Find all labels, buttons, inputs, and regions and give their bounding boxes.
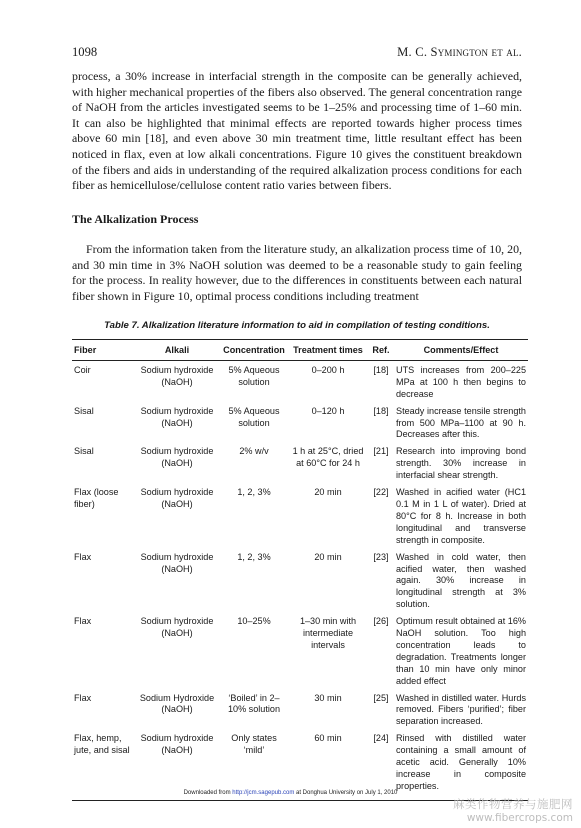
watermark-title: 麻类作物营养与施肥网 [453, 797, 573, 811]
cell-treatment-times: 20 min [314, 551, 342, 562]
table-row [72, 483, 528, 548]
section-heading: The Alkalization Process [72, 212, 199, 226]
cell-treatment-times: 0–200 h [311, 364, 345, 375]
cell-treatment-times: 20 min [314, 487, 342, 498]
cell-alkali: Sodium hydroxide (NaOH) [140, 551, 214, 574]
col-header-fiber: Fiber [74, 345, 97, 355]
footer-suffix: at Donghua University on July 1, 2010 [294, 790, 398, 796]
body-paragraph-2: From the information taken from the literature study, an alkalization process time of 10, 20, and 30 min time in 3% NaOH solution was deemed to be a reasonable study to gain feeling for the process. In reality however, due to the differences in constituents between each natural fiber shown in Figure 10, optimal process conditions including treatment [72, 242, 522, 303]
table-row [72, 442, 528, 483]
cell-fiber: Flax [74, 692, 92, 703]
running-head-authors: M. C. Symington et al. [397, 45, 522, 59]
table-row [72, 612, 528, 688]
cell-fiber: Coir [74, 364, 91, 375]
col-header-alkali: Alkali [164, 345, 190, 355]
table-caption: Table 7. Alkalization literature information to aid in compilation of testing conditions. [104, 320, 490, 331]
cell-comments: Washed in cold water, then acified water, then washed again. 30% increase in longitudinal strength at 3% solution. [396, 551, 526, 610]
table-row [72, 402, 528, 443]
cell-comments: Washed in acified water (HC1 0.1 M in 1 L of water). Dried at 80°C for 8 h. Increase in both longitudinal and transverse strength in composite. [396, 487, 526, 545]
running-header [72, 45, 522, 63]
cell-alkali: Sodium hydroxide (NaOH) [140, 446, 214, 469]
cell-concentration: 10–25% [237, 616, 271, 627]
col-header-treatment-times: Treatment times [293, 345, 363, 355]
cell-comments: Steady increase tensile strength from 500 MPa–1100 at 90 h. Decreases after this. [396, 405, 526, 440]
col-header-ref: Ref. [372, 345, 390, 355]
table-row [72, 360, 528, 401]
cell-concentration: 5% Aqueous solution [228, 405, 280, 428]
cell-ref: [24] [373, 733, 389, 744]
table-row [72, 689, 528, 730]
cell-concentration: ‘Boiled’ in 2–10% solution [227, 692, 281, 715]
cell-ref: [21] [373, 446, 389, 457]
cell-treatment-times: 30 min [314, 692, 342, 703]
cell-concentration: 1, 2, 3% [237, 551, 271, 562]
cell-fiber: Flax [74, 616, 92, 627]
body-paragraph-1: process, a 30% increase in interfacial strength in the composite can be generally achieved, with higher mechanical properties of the fibers also observed. The general concentration range of NaOH from the articles investigated seems to be 1–25% and processing time of 1–60 min. It can also be highlighted that minimal effects are reported towards higher process times above 60 min [18], and even above 30 min treatment time, little resultant effect has been noticed in flax, even at low alkali concentrations. Figure 10 gives the constituent breakdown of the fibers and aids in understanding of the required alkalization process conditions for each fiber as hemicellulose/cellulose content ratio varies between fibers. [72, 69, 522, 193]
page-number: 1098 [72, 45, 98, 59]
watermark-url: www.fibercrops.com [466, 812, 573, 824]
cell-ref: [18] [373, 364, 389, 375]
cell-comments: UTS increases from 200–225 MPa at 100 h then begins to decrease [396, 364, 526, 399]
alkalization-table [72, 339, 526, 801]
cell-concentration: 1, 2, 3% [237, 487, 271, 498]
cell-ref: [22] [373, 487, 389, 498]
cell-alkali: Sodium hydroxide (NaOH) [140, 487, 214, 509]
cell-alkali: Sodium hydroxide (NaOH) [140, 733, 214, 756]
cell-treatment-times: 60 min [314, 733, 342, 744]
table-row [72, 548, 528, 613]
table-header-row [72, 340, 528, 361]
watermark [423, 796, 573, 824]
cell-alkali: Sodium hydroxide (NaOH) [140, 616, 214, 639]
cell-fiber: Flax [74, 551, 92, 562]
cell-treatment-times: 1–30 min with intermediate intervals [299, 616, 357, 650]
cell-alkali: Sodium Hydroxide (NaOH) [139, 692, 215, 715]
cell-fiber: Sisal [74, 446, 94, 457]
footer-prefix: Downloaded from [183, 790, 233, 796]
cell-fiber: Flax (loose fiber) [74, 487, 119, 509]
cell-alkali: Sodium hydroxide (NaOH) [140, 405, 214, 428]
cell-ref: [18] [373, 405, 389, 416]
cell-concentration: 5% Aqueous solution [228, 364, 280, 387]
cell-ref: [25] [373, 692, 389, 703]
cell-fiber: Sisal [74, 405, 94, 416]
cell-ref: [26] [373, 616, 389, 627]
cell-concentration: 2% w/v [239, 446, 269, 457]
cell-fiber: Flax, hemp, jute, and sisal [74, 733, 130, 756]
col-header-concentration: Concentration [223, 345, 285, 355]
cell-comments: Washed in distilled water. Hurds removed. Fibers ‘purified’; fiber separation increased. [396, 692, 526, 727]
cell-treatment-times: 0–120 h [311, 405, 345, 416]
cell-comments: Research into improving bond strength. 30% increase in interfacial shear strength. [396, 446, 526, 481]
cell-alkali: Sodium hydroxide (NaOH) [140, 364, 214, 387]
cell-comments: Optimum result obtained at 16% NaOH solution. Too high concentration leads to degradation. Treatments longer than 10 min have only minor added effect [396, 616, 526, 686]
col-header-comments: Comments/Effect [423, 345, 499, 355]
cell-comments: Rinsed with distilled water containing a small amount of acetic acid. Generally 10% increase in composite properties. [396, 733, 526, 791]
footer-link[interactable]: http://jcm.sagepub.com [232, 790, 295, 796]
cell-treatment-times: 1 h at 25°C, dried at 60°C for 24 h [292, 446, 364, 469]
cell-concentration: Only states ‘mild’ [231, 733, 277, 756]
cell-ref: [23] [373, 551, 389, 562]
